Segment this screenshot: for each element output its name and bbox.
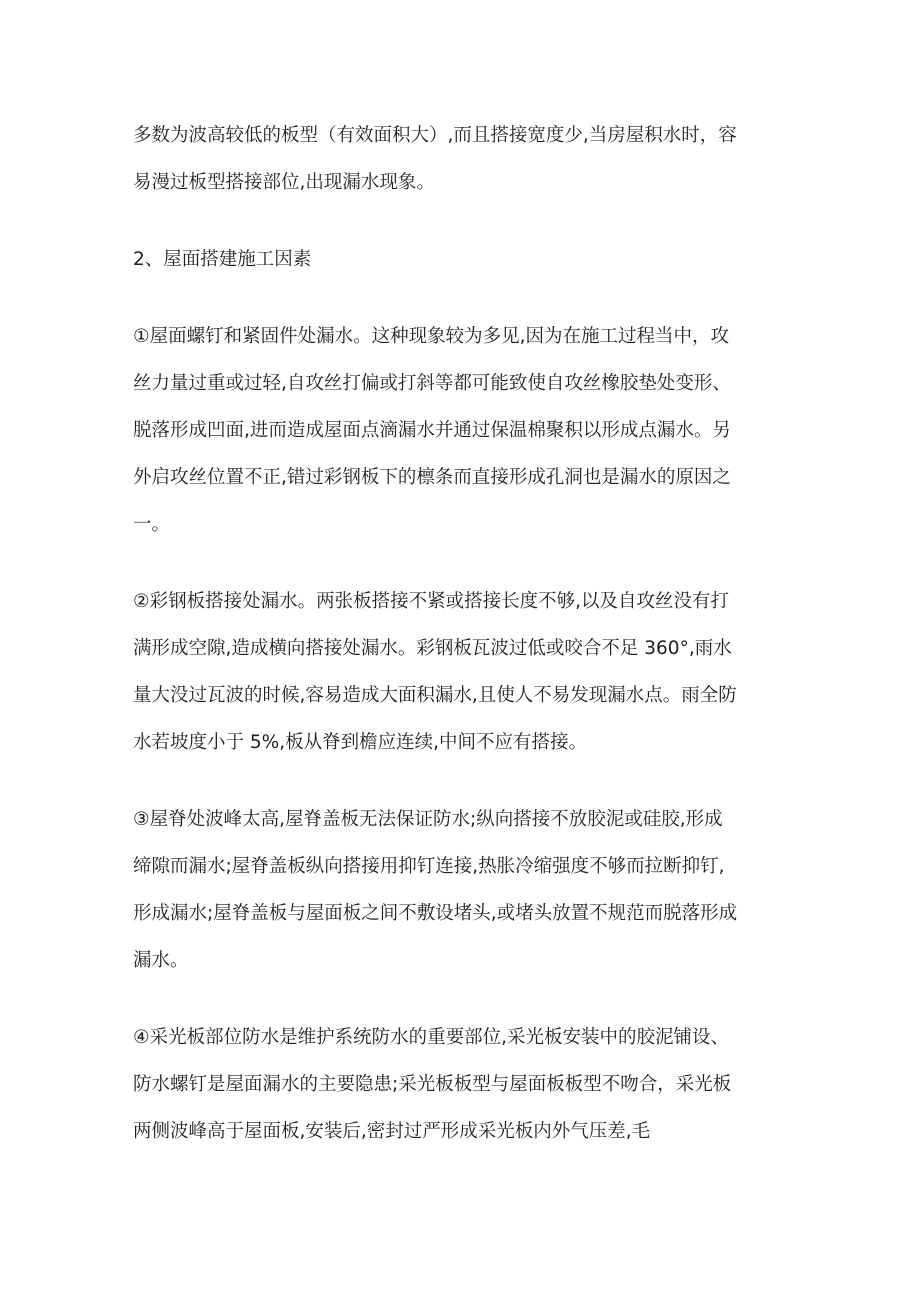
- paragraph-skylight-leak: [133, 1014, 803, 1155]
- text-line: 多数为波高较低的板型（有效面积大）,而且搭接宽度少,当房屋积水时，容: [133, 125, 737, 146]
- text-line: 丝力量过重或过轻,自攻丝打偏或打斜等都可能致使自攻丝橡胶垫处变形、: [133, 373, 731, 394]
- text-line: ①屋面螺钉和紧固件处漏水。这种现象较为多见,因为在施工过程当中，攻: [133, 326, 729, 347]
- text-line: 外启攻丝位置不正,错过彩钢板下的檩条而直接形成孔洞也是漏水的原因之: [133, 467, 731, 488]
- text-line: 防水螺钉是屋面漏水的主要隐患;采光板板型与屋面板板型不吻合，采光板: [133, 1074, 732, 1095]
- text-line: 水若坡度小于 5%,板从脊到檐应连续,中间不应有搭接。: [133, 732, 587, 753]
- section-heading-construction-factors: [133, 236, 803, 283]
- text-line: 量大没过瓦波的时候,容易造成大面积漏水,且使人不易发现漏水点。雨全防: [133, 685, 737, 706]
- text-line: 易漫过板型搭接部位,出现漏水现象。: [133, 172, 435, 193]
- text-line: 形成漏水;屋脊盖板与屋面板之间不敷设堵头,或堵头放置不规范而脱落形成: [133, 903, 738, 924]
- paragraph-screw-leak: [133, 313, 803, 548]
- text-line: 两侧波峰高于屋面板,安装后,密封过严形成采光板内外气压差,毛: [133, 1121, 651, 1142]
- text-line: ③屋脊处波峰太高,屋脊盖板无法保证防水;纵向搭接不放胶泥或硅胶,形成: [133, 809, 723, 830]
- text-line: 缔隙而漏水;屋脊盖板纵向搭接用抑钉连接,热胀冷缩强度不够而拉断抑钉,: [133, 856, 725, 877]
- document-body: [133, 112, 803, 1185]
- paragraph-roof-panel-type: [133, 112, 803, 206]
- text-line: 一。: [133, 514, 171, 535]
- text-line: ②彩钢板搭接处漏水。两张板搭接不紧或搭接长度不够,以及自攻丝没有打: [133, 591, 729, 612]
- text-line: 漏水。: [133, 950, 189, 971]
- text-line: 脱落形成凹面,进而造成屋面点滴漏水并通过保温棉聚积以形成点漏水。另: [133, 420, 731, 441]
- text-line: 满形成空隙,造成横向搭接处漏水。彩钢板瓦波过低或咬合不足 360°,雨水: [133, 638, 732, 659]
- paragraph-overlap-leak: [133, 578, 803, 766]
- heading-line: 2、屋面搭建施工因素: [133, 249, 312, 270]
- text-line: ④采光板部位防水是维护系统防水的重要部位,采光板安装中的胶泥铺设、: [133, 1027, 729, 1048]
- paragraph-ridge-leak: [133, 796, 803, 984]
